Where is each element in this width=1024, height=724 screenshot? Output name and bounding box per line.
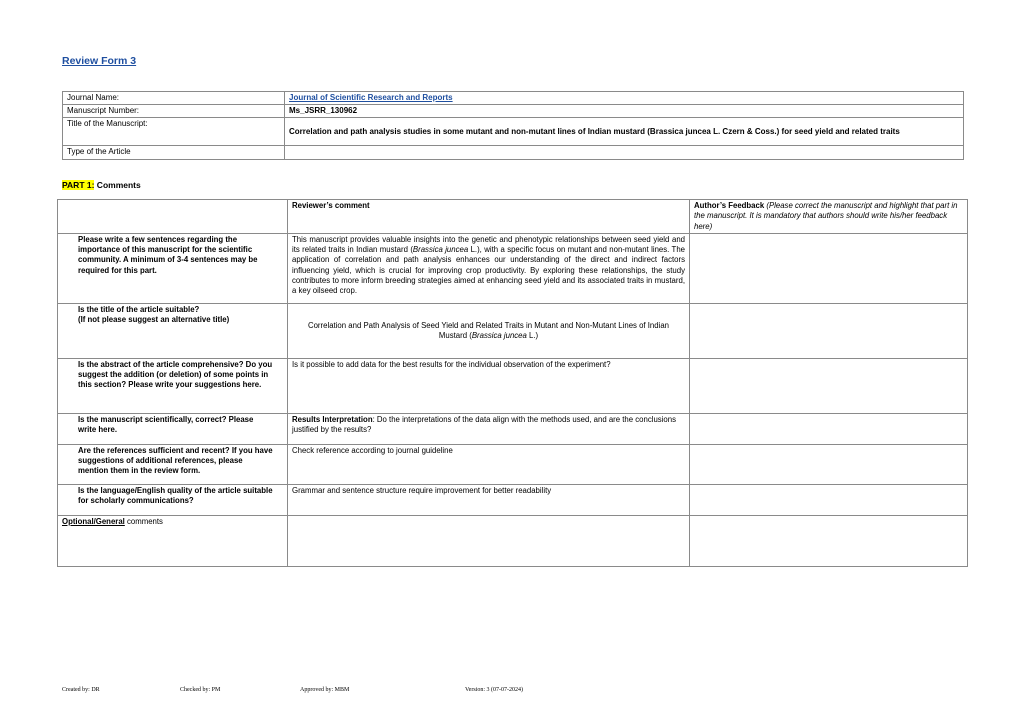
question-language: Is the language/English quality of the article suitable for scholarly communications? [58,484,288,515]
footer-approved-by: Approved by: MBM [300,687,350,693]
reviewer-comment-header: Reviewer’s comment [288,200,690,234]
manuscript-info-table [62,91,964,160]
reviewer-comment[interactable]: Grammar and sentence structure require improvement for better readability [288,484,690,515]
question-importance: Please write a few sentences regarding the importance of this manuscript for the scientific community. A minimum of 3-4 sentences may be required for this part. [58,233,288,303]
table-row [58,358,968,413]
author-feedback-header: Author’s Feedback (Please correct the manuscript and highlight that part in the manuscript. It is mandatory that authors should write his/her feedback here) [690,200,968,234]
footer-version: Version: 3 (07-07-2024) [465,687,523,693]
table-row [58,484,968,515]
table-row [58,303,968,358]
title-row [63,118,964,146]
footer-checked-by: Checked by: PM [180,687,221,693]
review-comments-table [57,199,968,567]
author-feedback-cell[interactable] [690,484,968,515]
question-scientific: Is the manuscript scientifically, correct? Please write here. [58,413,288,444]
article-type-value[interactable] [285,146,964,160]
question-references: Are the references sufficient and recent? If you have suggestions of additional references, please mention them in the review form. [58,444,288,484]
reviewer-comment[interactable]: Correlation and Path Analysis of Seed Yield and Related Traits in Mutant and Non-Mutant Lines of Indian Mustard (Brassica juncea L.) [288,303,690,358]
optional-reviewer-comment[interactable] [288,515,690,566]
manuscript-number-label: Manuscript Number: [63,105,285,118]
part-1-heading [62,180,141,190]
article-type-label: Type of the Article [63,146,285,160]
journal-link[interactable]: Journal of Scientific Research and Reports [289,93,453,102]
part-1-highlight: PART 1: [62,180,95,190]
footer-created-by: Created by: DR [62,687,100,693]
manuscript-number-row [63,105,964,118]
author-feedback-cell[interactable] [690,233,968,303]
optional-comments-label: Optional/General comments [58,515,288,566]
author-feedback-cell[interactable] [690,413,968,444]
reviewer-comment[interactable]: Check reference according to journal guideline [288,444,690,484]
table-row [58,233,968,303]
article-type-row [63,146,964,160]
journal-row [63,92,964,105]
question-title: Is the title of the article suitable? (If not please suggest an alternative title) [58,303,288,358]
part-1-label: Comments [94,180,141,190]
form-title: Review Form 3 [62,55,137,67]
table-header-row [58,200,968,234]
author-feedback-cell[interactable] [690,444,968,484]
reviewer-comment[interactable]: This manuscript provides valuable insights into the genetic and phenotypic relationships between seed yield and its related traits in Indian mustard (Brassica juncea L.), with a specific focus on mutant and non-mutant lines. The application of correlation and path analysis enhances our understanding of the direct and indirect factors influencing yield, which is crucial for improving crop productivity. By exploring these relationships, the study contributes to more inform breeding strategies aimed at enhancing seed yield and its associated traits in mustard, a key oilseed crop. [288,233,690,303]
author-feedback-cell[interactable] [690,303,968,358]
reviewer-comment[interactable]: Is it possible to add data for the best results for the individual observation of the experiment? [288,358,690,413]
journal-label: Journal Name: [63,92,285,105]
table-row [58,413,968,444]
table-row [58,444,968,484]
reviewer-comment[interactable]: Results Interpretation: Do the interpretations of the data align with the methods used, and are the conclusions justified by the results? [288,413,690,444]
optional-author-feedback[interactable] [690,515,968,566]
title-label: Title of the Manuscript: [63,118,285,146]
optional-comments-row [58,515,968,566]
manuscript-number-value: Ms_JSRR_130962 [285,105,964,118]
question-abstract: Is the abstract of the article comprehensive? Do you suggest the addition (or deletion) of some points in this section? Please write your suggestions here. [58,358,288,413]
author-feedback-cell[interactable] [690,358,968,413]
manuscript-title: Correlation and path analysis studies in some mutant and non-mutant lines of Indian mustard (Brassica juncea L. Czern & Coss.) for seed yield and related traits [285,118,964,146]
